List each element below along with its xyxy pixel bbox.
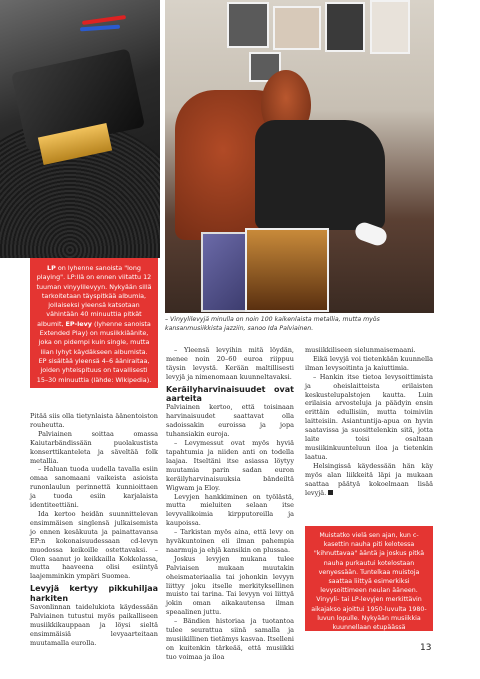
article-column-2 <box>166 346 294 662</box>
lp-definition-box <box>30 258 158 388</box>
paragraph <box>305 462 433 498</box>
lp-cover <box>245 228 329 312</box>
end-mark-icon <box>328 490 333 495</box>
paragraph: Pitää siis olla tietynlaista äänentoiston rouheutta. <box>30 412 158 429</box>
subheading: Levyjä kertyy pikkuhiljaa harkiten <box>30 584 158 603</box>
wall-poster <box>325 2 365 52</box>
wall-poster <box>273 6 321 50</box>
paragraph: Levyjen hankkiminen on työlästä, mutta mieluiten selaan itse levyvalikoimia kirpputoreilla ja kaupoissa. <box>166 492 294 528</box>
paragraph: musiikkiliseen sielunmaisemaani. <box>305 346 416 354</box>
paragraph: Palviainen soittaa omassa Kaiutarbändissään puolakustista konserttikanteleta ja säveltää folk metallia. <box>30 429 158 465</box>
paragraph: Eikä levyjä voi tietenkään kuunnella ilman levysoitinta ja kaiuttimia. <box>305 354 433 372</box>
page-number: 13 <box>420 643 432 653</box>
paragraph: Palviainen kertoo, että toisinaan harvinaisuudet saattavat olla sadoissakin euroissa ja jopa tuhansiakin euroja. <box>166 403 294 439</box>
paragraph: Savonlinnan taidelukiota käydessään Palviainen tutustui myös paikalliseen musiikkikauppaan ja löysi sieltä ensimmäisiä levyaarteitaan muutamalla eurolla. <box>30 603 158 647</box>
paragraph-text: Helsingissä käydessään hän käy myös alan liikkeitä läpi ja mukaan saattaa päätyä kokoelmaan lisää levyjä. <box>305 461 433 497</box>
subheading: Keräilyharvinaisuudet ovat aarteita <box>166 384 294 404</box>
lp-definition-text-1: on lyhenne sanoista "long playing". LP:llä on ennen viitattu 12 tuuman vinyylilevyyn. Nykyään sillä tarkoitetaan täyspitkää albumia, jollaiseksi yleensä katsotaan vähintään 40 minuuttia pitkät albumit, <box>36 264 152 328</box>
red-wire <box>82 15 126 25</box>
paragraph: – Haluan tuoda uudella tavalla esiin omaa sanomaani vaikeista asioista runonlaulun perinnettä kunnioittaen ja tuoda esiin karjalaista identiteettiäni. <box>30 465 158 510</box>
ep-definition-text: (lyhenne sanoista Extended Play) on musiikkiäänite, joka on pidempi kuin single, mutta liian lyhyt käydäkseen albumista. EP sisältää yleensä 4–6 ääniraitaa, joiden yhteispituus on tavallisesti 15–30 minuuttia (lähde: Wikipedia). <box>36 319 152 384</box>
paragraph: – Hankin itse tietoa levysoittimista ja oheislaitteista erilaisten keskustelupalstojen kautta. Luin erilaisia arvosteluja ja päädyin ensin erittäin edullisiin, mutta toimiviin laitteisiin. Asiantuntija-apua on hyvin saatavissa ja suosittelenkin sitä, jotta laite toisi osaltaan musiikinkuunteluun iloa ja tietenkin laatua. <box>305 372 433 461</box>
photo-caption: – Vinyylilevyjä minulla on noin 100 kaikenlaista metallia, mutta myös kansanmusiikkista jazziin, sanoo Ida Palviainen. <box>165 316 380 332</box>
paragraph: – Tarkistan myös aina, että levy on hyväkuntoinen eli ilman pahempia naarmuja ja ehjä kansikin on plussaa. <box>166 528 294 554</box>
paragraph: – Bändien historiaa ja tuotantoa tulee seurattua siinä samalla ja musiikillinen tietämys kasvaa. Itselleni on kuitenkin tärkeää, että musiikki tuo voimaa ja iloa <box>166 617 294 661</box>
article-column-1 <box>30 412 158 648</box>
wall-poster <box>227 2 269 48</box>
ep-abbreviation: EP-levy <box>65 319 92 328</box>
person-body <box>255 120 385 230</box>
paragraph: – Levymessut ovat myös hyviä tapahtumia ja niiden anti on todella laajaa. Itseltäni itse asiassa löytyy muutamia parin sadan euron keräilyharvinaisuuksia bändeiltä Wigwam ja Eloy. <box>166 439 294 492</box>
blue-wire <box>80 25 120 32</box>
article-column-3 <box>305 346 433 497</box>
paragraph: Joskus levyjen mukana tulee Palviaisen mukaan muutakin oheismateriaalia tai johonkin levyyn liittyy joku itselle merkityksellinen muisto tai tarina. Tai levyyn voi liittyä jokin oman aikakautensa ilman speaalinen juttu. <box>166 554 294 617</box>
turntable-photo <box>0 0 160 258</box>
main-photo <box>165 0 434 313</box>
cassette-box-text: Muistatko vielä sen ajan, kun c-kasettin nauha piti kelotessa "kihnuttavaa" ääntä ja joskus pitkä nauha purkautui kotelostaan venyessään. Tuntelkaa muistoja saattaa liittyä esimerkiksi levysoittimeen neulan ääneen. Vinyyli- tai LP-levyjen merkittävin aikajakso ajoittui 1950-luvulta 1980-luvun lopulle. Nykyään musiikkia kuunnellaan etupäässä suoratoistopalveluista. Kotoisi saattaa löytyä levyaarteita, joita joku saattaa himoita kokoelmaansa. <box>311 532 427 659</box>
paragraph: Ida kertoo heidän suunnittelevan ensimmäisen singlensä julkaisemista jo ennen kesäkuuta ja painattavansa EP:n kokonaisuudessaan cd-levyn muodossa keikoille ostettavaksi. – Olen saanut jo keikkailla Kokkolassa, mutta haaveena olisi esiintyä laajemminkin ympäri Suomea. <box>30 509 158 581</box>
paragraph: – Yleensä levyihin mitä löydän, menee noin 20–60 euroa riippuu täysin levystä. Kerään maltillisesti levyjä ja nimenomaan kuunneltavaksi. <box>166 346 294 381</box>
lp-abbreviation: LP <box>47 264 56 272</box>
wall-poster <box>370 0 410 54</box>
